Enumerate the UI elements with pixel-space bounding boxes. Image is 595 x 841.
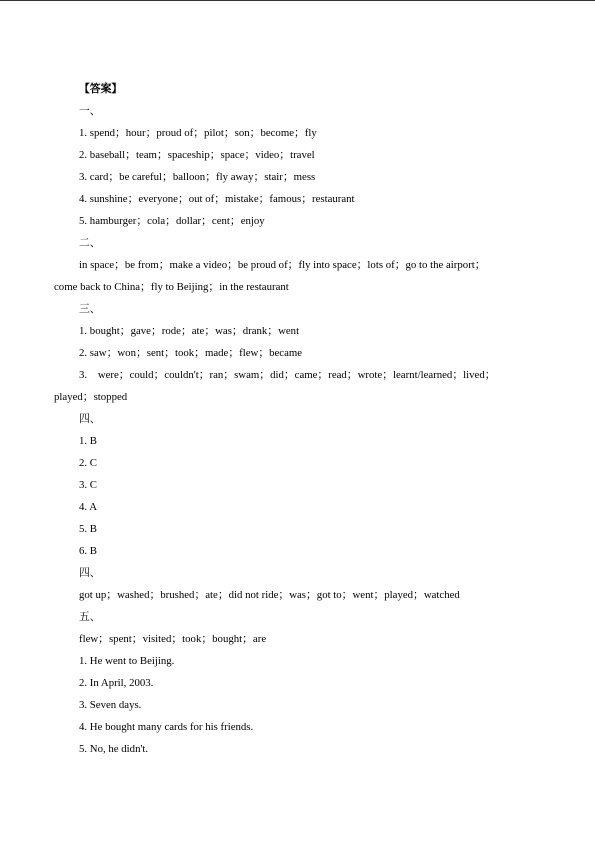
section-2-line-2: come back to China；fly to Beijing；in the restaurant <box>54 281 289 293</box>
section-4b-line: got up；washed；brushed；ate；did not ride；was；got to；went；played；watched <box>79 589 460 601</box>
section-4-label: 四、 <box>79 413 101 425</box>
section-3-line-1: 1. bought；gave；rode；ate；was；drank；went <box>79 325 300 337</box>
section-5-label: 五、 <box>79 611 101 623</box>
section-5-answer-2: 2. In April, 2003. <box>79 677 154 689</box>
section-4-answer-2: 2. C <box>79 457 97 469</box>
section-1-label: 一、 <box>79 105 101 117</box>
section-1-line-2: 2. baseball；team；spaceship；space；video；travel <box>79 149 315 161</box>
section-1-line-3: 3. card；be careful；balloon；fly away；stair；mess <box>79 171 316 183</box>
section-3-line-3-text: were；could；couldn't；ran；swam；did；came；read；wrote；learnt/learned；lived； <box>97 369 496 381</box>
section-3-line-2: 2. saw；won；sent；took；made；flew；became <box>79 347 303 359</box>
section-5-answer-5: 5. No, he didn't. <box>79 743 149 755</box>
section-5-answer-4: 4. He bought many cards for his friends. <box>79 721 254 733</box>
section-5-answer-1: 1. He went to Beijing. <box>79 655 175 667</box>
section-5-answer-3: 3. Seven days. <box>79 699 142 711</box>
section-1-line-1: 1. spend；hour；proud of；pilot；son；become；fly <box>79 127 317 139</box>
answer-heading: 【答案】 <box>79 83 123 95</box>
section-3-line-3-number: 3. <box>79 369 88 381</box>
section-3-label: 三、 <box>79 303 101 315</box>
section-2-label: 二、 <box>79 237 101 249</box>
section-5-line: flew；spent；visited；took；bought；are <box>79 633 267 645</box>
section-3-line-3-cont: played；stopped <box>54 391 128 403</box>
section-4-answer-3: 3. C <box>79 479 97 491</box>
section-3-line-3 <box>0 365 595 387</box>
top-rule <box>0 0 595 1</box>
section-4-answer-4: 4. A <box>79 501 97 513</box>
section-4b-label: 四、 <box>79 567 101 579</box>
section-2-line-1: in space；be from；make a video；be proud of；fly into space；lots of；go to the airport； <box>79 259 486 271</box>
section-4-answer-6: 6. B <box>79 545 97 557</box>
section-1-line-4: 4. sunshine；everyone；out of；mistake；famous；restaurant <box>79 193 355 205</box>
section-4-answer-1: 1. B <box>79 435 97 447</box>
section-1-line-5: 5. hamburger；cola；dollar；cent；enjoy <box>79 215 265 227</box>
section-4-answer-5: 5. B <box>79 523 97 535</box>
answer-document <box>0 79 595 761</box>
